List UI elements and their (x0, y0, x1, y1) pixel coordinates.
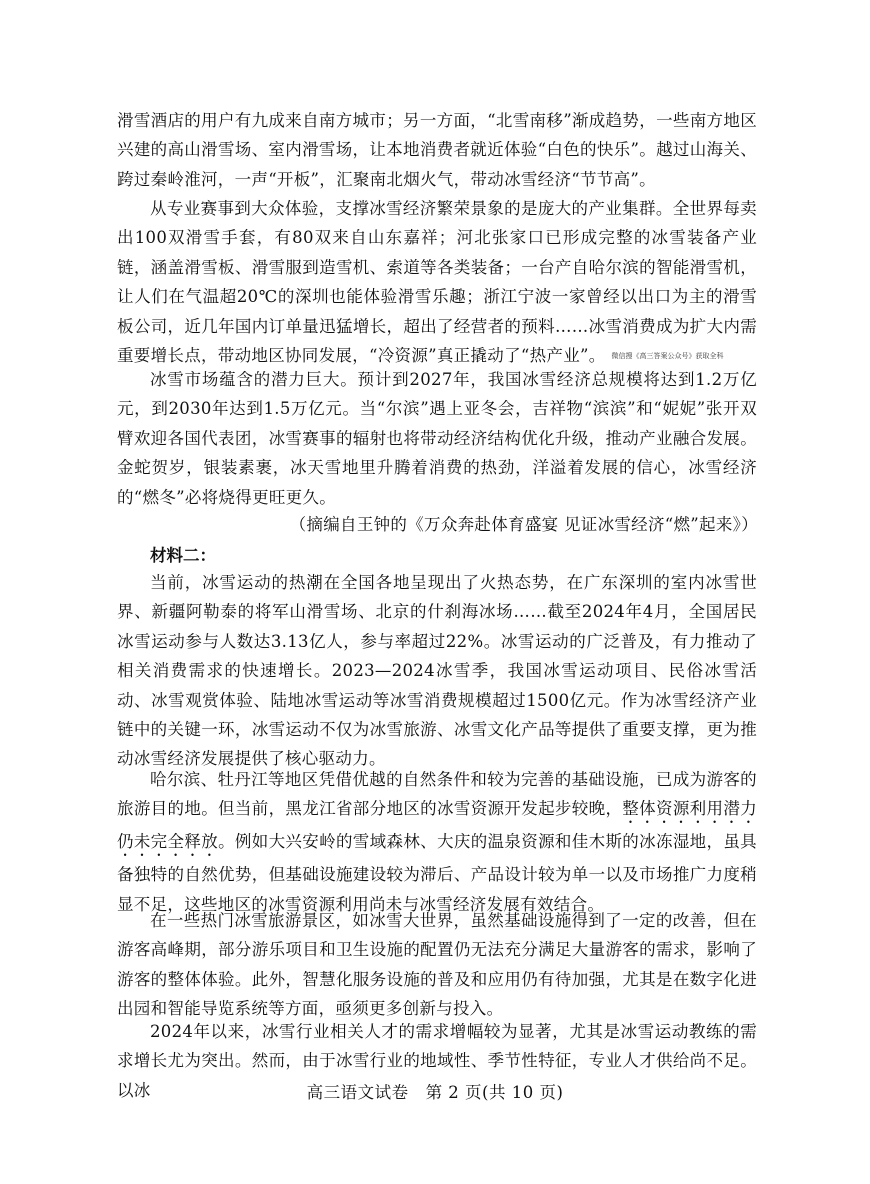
paragraph-industry-cluster (117, 194, 757, 371)
dotted-emphasis-text: 整体资源利用潜力仍未完全释放 (117, 799, 757, 852)
source-citation: （摘编自王钟的《万众奔赴体育盛宴 见证冰雪经济“燃”起来》） (289, 515, 758, 534)
wechat-note: 微信搜《高三答案公众号》获取全科 (611, 351, 724, 360)
paragraph-harbin-resources (117, 765, 757, 919)
paragraph-text: 当前，冰雪运动的热潮在全国各地呈现出了火热态势，在广东深圳的室内冰雪世界、新疆阿勒泰的将军山滑雪场、北京的什刹海冰场……截至2024年4月，全国居民冰雪运动参与人数达3.13亿人，参与率超过22%。冰雪运动的广泛普及，有力推动了相关消费需求的快速增长。2023—2024冰雪季，我国冰雪运动项目、民俗冰雪活动、冰雪观赏体验、陆地冰雪运动等冰雪消费规模超过1500亿元。作为冰雪经济产业链中的关键一环，冰雪运动不仅为冰雪旅游、冰雪文化产品等提供了重要支撑，更为推动冰雪经济发展提供了核心驱动力。 (117, 573, 757, 769)
paragraph-text-before: 哈尔滨、牡丹江等地区凭借优越的自然条件和较为完善的基础设施，已成为游客的旅游目的地。但当前，黑龙江省部分地区的冰雪资源开发起步较晚， (117, 770, 757, 819)
paragraph-text: 从专业赛事到大众体验，支撑冰雪经济繁荣景象的是庞大的产业集群。全世界每卖出100双滑雪手套，有80双来自山东嘉祥；河北张家口已形成完整的冰雪装备产业链，涵盖滑雪板、滑雪服到造雪机、索道等各类装备；一台产自哈尔滨的智能滑雪机，让人们在气温超20℃的深圳也能体验滑雪乐趣；浙江宁波一家曾经以出口为主的滑雪板公司，近几年国内订单量迅猛增长，超出了经营者的预料……冰雪消费成为扩大内需重要增长点，带动地区协同发展，“冷资源”真正撬动了“热产业”。 (117, 199, 757, 366)
paragraph-text: 滑雪酒店的用户有九成来自南方城市；另一方面，“北雪南移”渐成趋势，一些南方地区兴建的高山滑雪场、室内滑雪场，让本地消费者就近体验“白色的快乐”。越过山海关、跨过秦岭淮河，一声“开板”，汇聚南北烟火气，带动冰雪经济“节节高”。 (117, 111, 757, 189)
paragraph-text: 2024年以来，冰雪行业相关人才的需求增幅较为显著，尤其是冰雪运动教练的需求增长尤为突出。然而，由于冰雪行业的地域性、季节性特征，专业人才供给尚不足。以冰 (117, 1022, 757, 1100)
paragraph-north-snow-south (117, 106, 757, 194)
paragraph-current-trend (117, 568, 757, 774)
paragraph-text-after: 。例如大兴安岭的雪域森林、大庆的温泉资源和佳木斯的冰冻湿地，虽具备独特的自然优势，但基础设施建设较为滞后、产品设计较为单一以及市场推广力度稍显不足，这些地区的冰雪资源利用尚未与冰雪经济发展有效结合。 (117, 832, 757, 914)
paragraph-market-potential (117, 365, 757, 512)
paragraph-text: 在一些热门冰雪旅游景区，如冰雪大世界，虽然基础设施得到了一定的改善，但在游客高峰期，部分游乐项目和卫生设施的配置仍无法充分满足大量游客的需求，影响了游客的整体体验。此外，智慧化服务设施的普及和应用仍有待加强，尤其是在数字化进出园和智能导览系统等方面，亟须更多创新与投入。 (117, 911, 757, 1019)
page-footer: 高三语文试卷 第 2 页(共 10 页) (306, 1083, 564, 1102)
paragraph-text: 冰雪市场蕴含的潜力巨大。预计到2027年，我国冰雪经济总规模将达到1.2万亿元，到2030年达到1.5万亿元。当“尔滨”遇上亚冬会，吉祥物“滨滨”和“妮妮”张开双臂欢迎各国代表团，冰雪赛事的辐射也将带动经济结构优化升级，推动产业融合发展。金蛇贺岁，银装素裹，冰天雪地里升腾着消费的热劲，洋溢着发展的信心，冰雪经济的“燃冬”必将烧得更旺更久。 (117, 370, 757, 507)
material-two-heading: 材料二： (150, 546, 216, 565)
paragraph-scenic-areas (117, 906, 757, 1024)
